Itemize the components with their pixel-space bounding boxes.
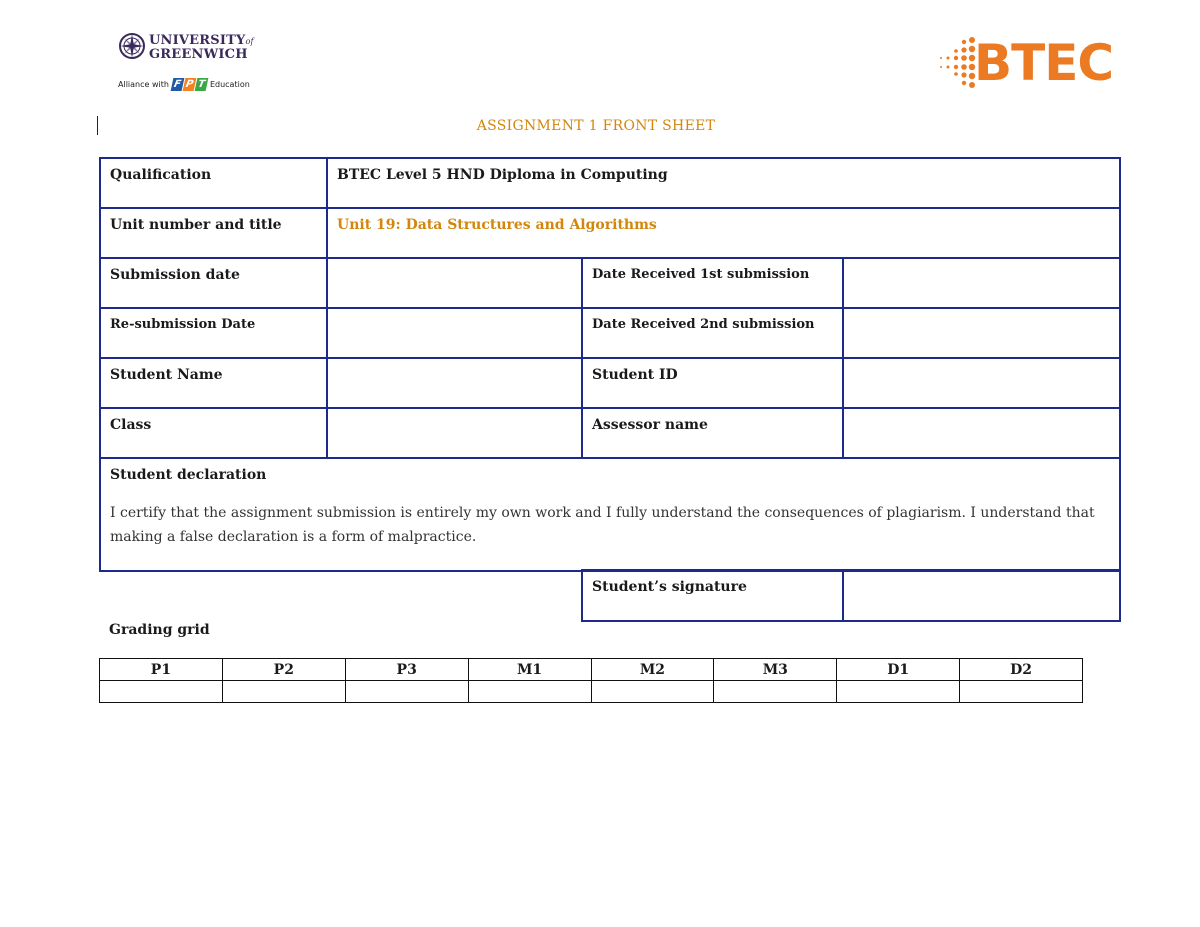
btec-wordmark: BTEC xyxy=(974,34,1114,92)
submission-row xyxy=(100,258,1120,308)
qualification-value[interactable]: BTEC Level 5 HND Diploma in Computing xyxy=(327,158,1120,208)
grade-cell-d2[interactable] xyxy=(960,681,1083,703)
resubmission-date-label: Re-submission Date xyxy=(100,308,327,358)
grade-header-m2: M2 xyxy=(591,659,714,681)
btec-logo xyxy=(936,30,1126,96)
unit-label: Unit number and title xyxy=(100,208,327,258)
grading-header-row xyxy=(100,659,1083,681)
grade-cell-p2[interactable] xyxy=(222,681,345,703)
resubmission-date-field[interactable] xyxy=(327,308,582,358)
class-row xyxy=(100,408,1120,458)
page-title: ASSIGNMENT 1 FRONT SHEET xyxy=(476,118,716,134)
student-id-label: Student ID xyxy=(582,358,843,408)
declaration-text: I certify that the assignment submission is entirely my own work and I fully understand the consequences of plagiarism. I understand that making a false declaration is a form of malpractice. xyxy=(110,505,1095,545)
grade-cell-p1[interactable] xyxy=(100,681,223,703)
qualification-row xyxy=(100,158,1120,208)
grade-header-p2: P2 xyxy=(222,659,345,681)
alliance-with-fpt: Alliance with F P T Education xyxy=(118,78,250,90)
front-sheet-table xyxy=(99,157,1121,572)
student-row xyxy=(100,358,1120,408)
university-of-greenwich-logo xyxy=(118,32,254,94)
university-name: UNIVERSITYof GREENWICH xyxy=(149,33,254,62)
grading-grid-label: Grading grid xyxy=(109,622,210,638)
class-field[interactable] xyxy=(327,408,582,458)
assessor-name-label: Assessor name xyxy=(582,408,843,458)
submission-date-label: Submission date xyxy=(100,258,327,308)
grading-grid xyxy=(99,658,1083,703)
date-received-1-label: Date Received 1st submission xyxy=(582,258,843,308)
unit-row xyxy=(100,208,1120,258)
student-id-field[interactable] xyxy=(843,358,1120,408)
resubmission-row xyxy=(100,308,1120,358)
signature-label: Student’s signature xyxy=(582,570,843,621)
grading-value-row xyxy=(100,681,1083,703)
dot-pattern-icon xyxy=(936,34,976,90)
grade-cell-d1[interactable] xyxy=(837,681,960,703)
grade-cell-p3[interactable] xyxy=(345,681,468,703)
signature-table xyxy=(581,569,1121,622)
date-received-2-field[interactable] xyxy=(843,308,1120,358)
unit-value[interactable]: Unit 19: Data Structures and Algorithms xyxy=(327,208,1120,258)
grade-header-p1: P1 xyxy=(100,659,223,681)
student-name-label: Student Name xyxy=(100,358,327,408)
grade-header-p3: P3 xyxy=(345,659,468,681)
grade-header-m3: M3 xyxy=(714,659,837,681)
student-declaration xyxy=(100,458,1120,571)
assessor-name-field[interactable] xyxy=(843,408,1120,458)
student-name-field[interactable] xyxy=(327,358,582,408)
grade-cell-m3[interactable] xyxy=(714,681,837,703)
date-received-1-field[interactable] xyxy=(843,258,1120,308)
grade-cell-m2[interactable] xyxy=(591,681,714,703)
declaration-title: Student declaration xyxy=(110,467,267,483)
fpt-logo: F P T xyxy=(172,78,207,91)
class-label: Class xyxy=(100,408,327,458)
qualification-label: Qualification xyxy=(100,158,327,208)
grade-header-m1: M1 xyxy=(468,659,591,681)
date-received-2-label: Date Received 2nd submission xyxy=(582,308,843,358)
grade-cell-m1[interactable] xyxy=(468,681,591,703)
grade-header-d1: D1 xyxy=(837,659,960,681)
signature-field[interactable] xyxy=(843,570,1120,621)
declaration-row xyxy=(100,458,1120,571)
grade-header-d2: D2 xyxy=(960,659,1083,681)
submission-date-field[interactable] xyxy=(327,258,582,308)
compass-crest-icon xyxy=(118,32,146,60)
